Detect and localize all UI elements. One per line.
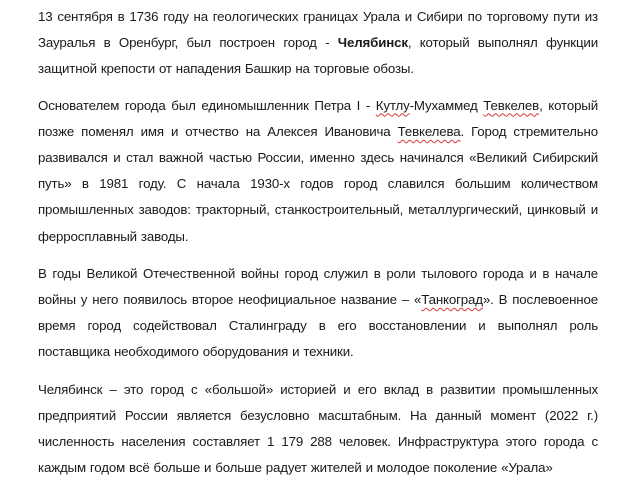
paragraph-modern-city[interactable] <box>38 377 598 482</box>
text-segment: В годы Великой Отечественной войны город служил в роли тылового города и в начале войны у него появилось второе неофициальное название – « <box>38 265 598 308</box>
text-segment: . Город стремительно развивался и стал важной частью России, именно здесь начинался «Великий Сибирский путь» в 1981 году. С начала 1930-х годов город славился большим количеством промышленных заводов: тракторный, станкостроительный, металлургический, цинковый и ферросплавный заводы. <box>38 123 598 244</box>
paragraph-founding[interactable] <box>38 4 598 83</box>
text-segment: Челябинск – это город с «большой» историей и его вклад в развитии промышленных предприятий России является безусловно масштабным. На данный момент (2022 г.) численность населения составляет 1 179 288 человек. Инфраструктура этого города с каждым годом всё больше и больше радует жителей и молодое поколение «Урала» <box>38 381 598 476</box>
text-segment: , который позже поменял имя и отчество на Алексея Ивановича <box>38 97 598 139</box>
text-segment: , который выполнял функции защитной крепости от нападения Башкир на торговые обозы. <box>38 35 598 77</box>
spellcheck-word[interactable]: Танкоград <box>421 292 483 308</box>
text-segment: Основателем города был единомышленник Петра I - <box>38 97 376 113</box>
spellcheck-word[interactable]: Тевкелева <box>397 123 461 139</box>
text-segment: 13 сентября в 1736 году на геологических границах Урала и Сибири по торговому пути из Зауралья в Оренбург, был построен город - <box>38 9 598 51</box>
paragraph-founder[interactable] <box>38 93 598 250</box>
spellcheck-word[interactable]: Тевкелев <box>483 97 540 113</box>
city-name-bold: Челябинск <box>337 35 408 51</box>
text-segment: ». В послевоенное время город содействовал Сталинграду в его восстановлении и выполнял роль поставщика необходимого оборудования и техники. <box>38 292 598 360</box>
document-page <box>38 4 598 492</box>
text-segment: -Мухаммед <box>409 97 484 113</box>
paragraph-war-years[interactable] <box>38 261 598 366</box>
spellcheck-word[interactable]: Кутлу <box>375 97 410 113</box>
